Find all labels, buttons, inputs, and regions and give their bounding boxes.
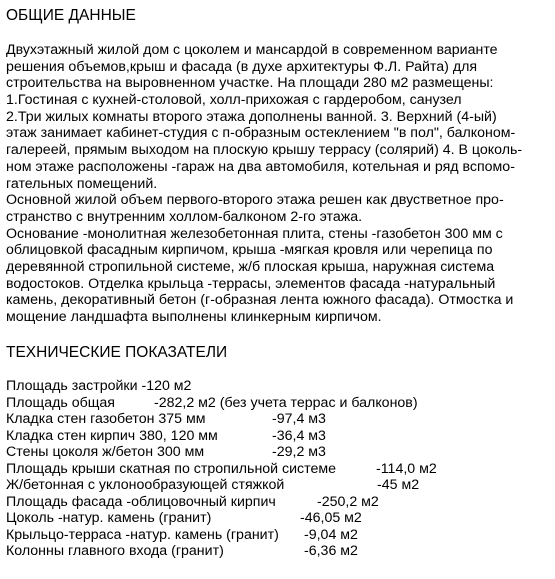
text-line: облицовкой фасадным кирпичом, крыша -мягкая кровля или черепица по [6, 242, 493, 259]
spec-value: -29,2 м3 [272, 444, 326, 460]
spec-row [6, 460, 437, 477]
text-line: этаж занимает кабинет-студия с п-образным остеклением "в пол", балконом- [6, 125, 516, 142]
text-line: Основание -монолитная железобетонная плита, стены -газобетон 300 мм с [6, 225, 503, 242]
spec-row [6, 477, 420, 493]
spec-row [6, 394, 418, 411]
text-line: 1.Гостиная с кухней-столовой, холл-прихожая с гардеробом, санузел [6, 92, 462, 109]
general-data-paragraph [6, 42, 554, 326]
text-line: гательных помещений. [6, 175, 158, 192]
general-data-heading: ОБЩИЕ ДАННЫЕ [6, 7, 136, 24]
spec-label: Ж/бетонная с уклонообразующей стяжкой [6, 477, 285, 493]
spec-row [6, 444, 326, 460]
spec-row [6, 526, 358, 543]
spec-row [6, 493, 379, 510]
spec-row [6, 411, 326, 427]
spec-label: Кладка стен кирпич 380, 120 мм [6, 427, 218, 444]
spec-label: Кладка стен газобетон 375 мм [6, 411, 206, 427]
text-line: камень, декоративный бетон (г-образная лента южного фасада). Отмостка и [6, 292, 514, 309]
spec-value: -45 м2 [377, 477, 420, 493]
spec-row [6, 510, 362, 526]
spec-row [6, 543, 358, 559]
spec-label: Стены цоколя ж/бетон 300 мм [6, 444, 205, 460]
spec-label: Площадь застройки -120 м2 [6, 378, 192, 394]
spec-label: Площадь фасада -облицовочный кирпич [6, 493, 276, 510]
text-line: решения объемов,крыш и фасада (в духе архитектуры Ф.Л. Райта) для [6, 58, 478, 75]
spec-label: Площадь крыши скатная по стропильной системе [6, 460, 337, 477]
spec-value: -36,4 м3 [272, 427, 326, 444]
spec-value: -250,2 м2 [317, 493, 379, 510]
spec-value: -97,4 м3 [272, 411, 326, 427]
spec-value: -114,0 м2 [376, 460, 437, 477]
text-line: 2.Три жилых комнаты второго этажа дополнены ванной. 3. Верхний (4-ый) [6, 108, 497, 125]
text-line: Основной жилой объем первого-второго этажа решен как двустветное про- [6, 192, 504, 209]
spec-label: Цоколь -натур. камень (гранит) [6, 510, 212, 526]
text-line: галереей, прямым выходом на плоскую крышу террасу (солярий) 4. В цоколь- [6, 142, 523, 159]
spec-row [6, 427, 326, 444]
spec-label: Колонны главного входа (гранит) [6, 543, 224, 559]
spec-value: -282,2 м2 (без учета террас и балконов) [154, 394, 418, 411]
technical-indicators-heading: ТЕХНИЧЕСКИЕ ПОКАЗАТЕЛИ [6, 344, 228, 361]
text-line: деревянной стропильной системе, ж/б плоская крыша, наружная система [6, 258, 495, 275]
spec-row [6, 378, 191, 394]
spec-value: -9,04 м2 [304, 526, 358, 543]
text-line: Двухэтажный жилой дом с цоколем и мансардой в современном варианте [6, 42, 498, 58]
spec-value: -46,05 м2 [300, 510, 362, 526]
text-line: странство с внутренним холлом-балконом 2-го этажа. [6, 208, 363, 225]
spec-label: Крыльцо-терраса -натур. камень (гранит) [6, 526, 279, 543]
spec-value: -6,36 м2 [304, 543, 358, 559]
text-line: ном этаже расположены -гараж на два автомобиля, котельная и ряд вспомо- [6, 158, 515, 175]
spec-label: Площадь общая [6, 394, 115, 411]
text-line: водостоков. Отделка крыльца -террасы, элементов фасада -натуральный [6, 275, 496, 292]
text-line: строительства на выровненном участке. На площади 280 м2 размещены: [6, 75, 494, 92]
text-line: мощение ландшафта выполнены клинкерным кирпичом. [6, 309, 382, 325]
